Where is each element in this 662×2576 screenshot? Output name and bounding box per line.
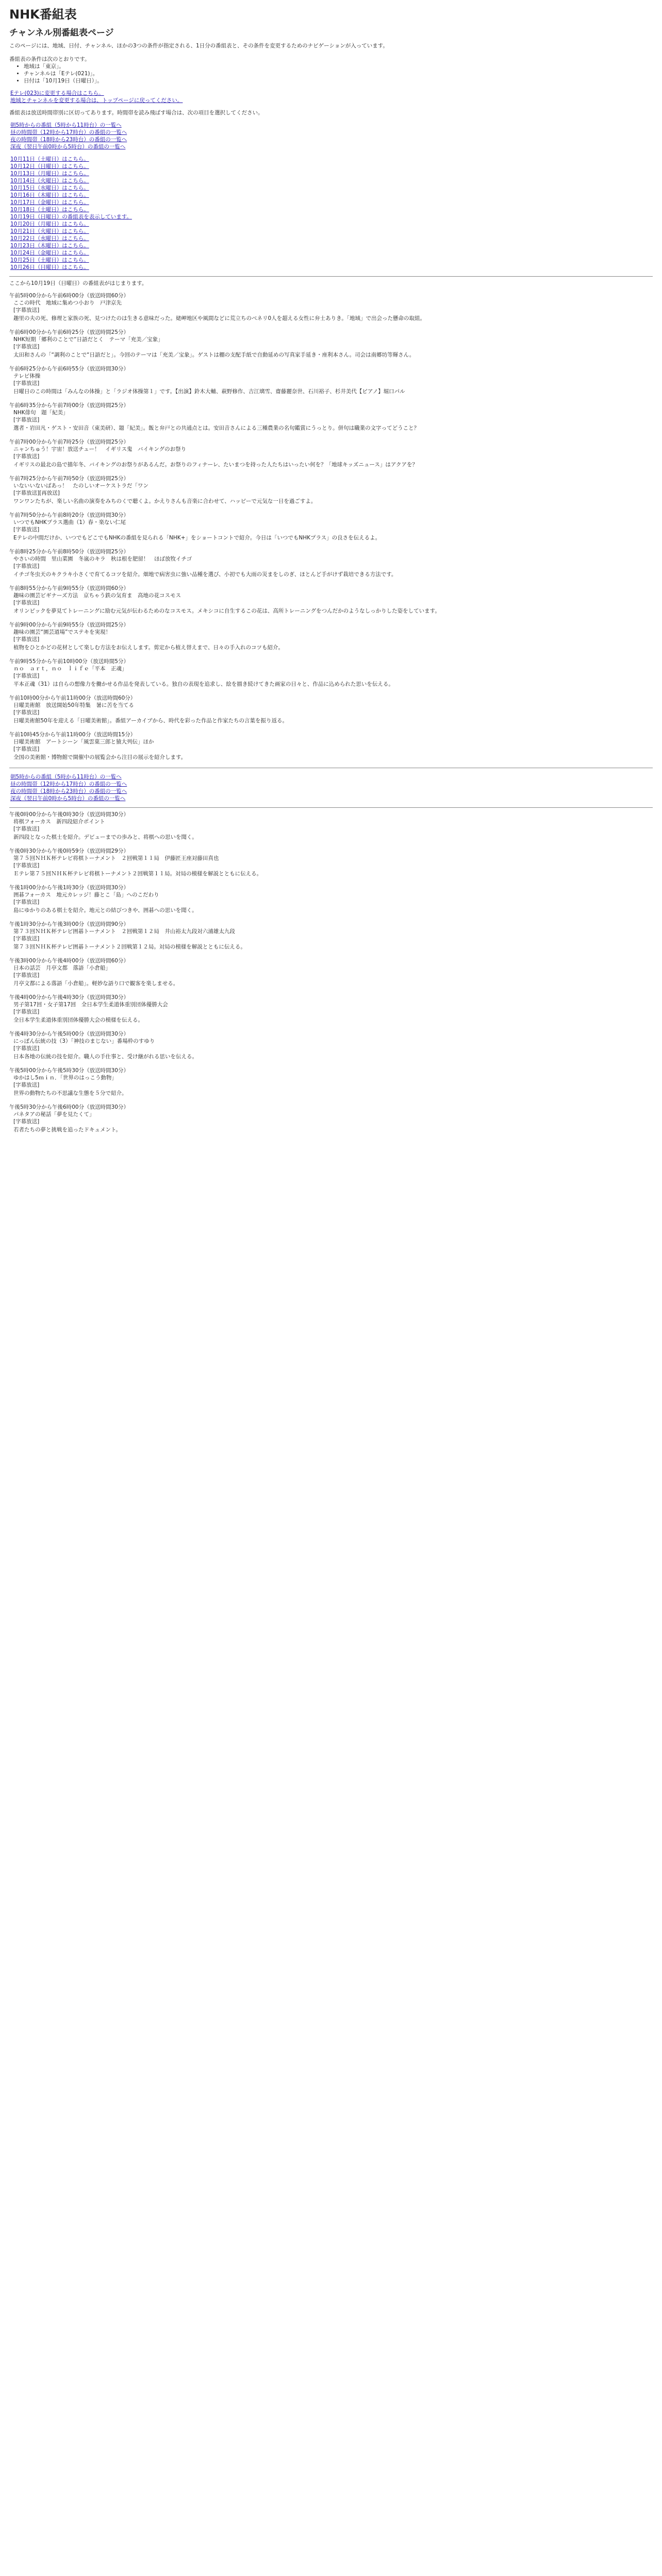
date-link[interactable]: 10月20日（月曜日）はこちら。	[10, 221, 89, 227]
time-link-evening[interactable]: 夜の時間帯（18時から23時台）の番組の一覧へ	[10, 788, 127, 794]
program-body	[9, 665, 653, 688]
program-description: 全国の美術館・博物館で開催中の展覧会から注目の展示を紹介します。	[13, 754, 187, 760]
time-links-repeat	[10, 773, 653, 802]
program-body	[9, 592, 653, 615]
program-description: Eテレの中間だけか、いつでもどこでもNHKの番組を見られる「NHK+」をショートコントで紹介。今日は「いつでもNHKプラス」の良さを伝えるよ。	[13, 535, 381, 541]
program-time: 午後5時00分から午後5時30分（放送時間30分）	[9, 1067, 129, 1074]
program-item	[9, 1030, 653, 1060]
program-title: いないいないばあっ！ たのしいオーケストラだ「ワン	[13, 483, 148, 489]
program-body	[9, 1074, 653, 1097]
site-title: NHK番組表	[9, 7, 77, 22]
program-description: 全日本学生柔道体重別団体優勝大会の模様を伝える。	[13, 1017, 143, 1023]
program-item	[9, 694, 653, 724]
program-description: 選者・岩田凡・ゲスト・安田音（東美研）、題「紀美」。飯と弁戸との共通点とは。安田音さんによる三種農業の名句鑑賞にうっとり。併句は職業の文字ってどうこと？	[13, 425, 420, 431]
program-tags: [字幕放送]	[13, 563, 40, 569]
program-time: 午後1時30分から午後3時00分（放送時間90分）	[9, 921, 129, 927]
date-link[interactable]: 10月23日（木曜日）はこちら。	[10, 243, 89, 249]
program-description: ワンワンたちが、楽しい名曲の演奏をみちのくで聴くよ。かえりさんも音楽に合わせて、ハッピーで元気な一日を過ごすよ。	[13, 498, 317, 504]
time-link-midnight[interactable]: 深夜（翌日午前0時から5時台）の番組の一覧へ	[10, 144, 126, 150]
time-link-evening[interactable]: 夜の時間帯（18時から23時台）の番組の一覧へ	[10, 137, 127, 143]
listing-summary: ここから10月19日（日曜日）の番組表がはじまります。	[9, 280, 147, 286]
date-link[interactable]: 10月14日（火曜日）はこちら。	[10, 178, 89, 184]
date-links	[10, 156, 653, 271]
program-time: 午前9時00分から午前9時55分（放送時間25分）	[9, 622, 129, 628]
program-title: 第７５回ＮＨＫ杯テレビ将棋トーナメント ２回戦第１１局 伊藤匠王座対藤田真也	[13, 855, 219, 861]
program-tags: [字幕放送]	[13, 1009, 40, 1015]
program-time: 午前7時25分から午前7時50分（放送時間25分）	[9, 476, 129, 482]
program-body	[9, 891, 653, 914]
program-item	[9, 1104, 653, 1133]
program-tags: [字幕放送]	[13, 1082, 40, 1088]
time-hint: 番組表は放送時間帯別に区切ってあります。時間帯を読み飛ばす場合は、次の項目を選択してください。	[9, 110, 263, 116]
program-tags: [字幕放送]	[13, 307, 40, 313]
program-description: 日曜美術館50年を迎える「日曜美術館」。番組アーカイブから、時代を彩った作品と作家たちの言葉を振り返る。	[13, 718, 288, 724]
time-link-noon[interactable]: 昼の時間帯（12時から17時台）の番組の一覧へ	[10, 129, 127, 135]
program-item	[9, 658, 653, 688]
program-description: 日本各地の伝統の技を紹介。職人の手仕事と、受け継がれる思いを伝える。	[13, 1054, 197, 1060]
date-link[interactable]: 10月22日（水曜日）はこちら。	[10, 235, 89, 242]
program-title: NHK俳句 題「紀美」	[13, 410, 69, 416]
program-tags: [字幕放送]	[13, 380, 40, 386]
intro-text: このページには、地域、日付、チャンネル、ほかの3つの条件が指定される、1日分の番組表と、その条件を変更するためのナビゲーションが入っています。	[9, 43, 388, 49]
program-time: 午後0時00分から午後0時30分（放送時間30分）	[9, 811, 129, 818]
date-link[interactable]: 10月26日（日曜日）はこちら。	[10, 264, 89, 270]
program-body	[9, 928, 653, 951]
program-item	[9, 329, 653, 359]
program-item	[9, 438, 653, 468]
program-body	[9, 372, 653, 395]
program-time: 午前6時25分から午前6時55分（放送時間30分）	[9, 366, 129, 372]
program-title: ゆかはし5ｍｉｎ．「世界のはっこう動物」	[13, 1075, 117, 1081]
program-tags: [字幕放送]	[13, 417, 40, 423]
program-title: ニャンちゅう！宇宙！放送チュー！ イギリス鬼 バイキングのお祭り	[13, 446, 187, 452]
program-description: 月亭文都による落語「小倉船」。軽妙な語り口で観客を楽しませる。	[13, 980, 179, 987]
time-links	[10, 122, 653, 150]
program-item	[9, 994, 653, 1024]
programs-noon	[9, 811, 653, 951]
program-item	[9, 957, 653, 987]
program-tags: [字幕放送]	[13, 709, 40, 716]
program-title: 第７３回ＮＨＫ杯テレビ囲碁トーナメント ２回戦第１２局 井山裕太九段対六浦雄太九段	[13, 928, 235, 935]
program-time: 午前6時35分から午前7時00分（放送時間25分）	[9, 402, 129, 409]
program-title: 日本の話芸 月亭文都 落語「小倉船」	[13, 965, 111, 971]
program-item	[9, 1067, 653, 1097]
program-body	[9, 1111, 653, 1133]
program-time: 午前10時45分から午前11時00分（放送時間15分）	[9, 732, 136, 738]
program-description: 世界の動物たちの不思議な生態を５分で紹介。	[13, 1090, 127, 1096]
change-links	[10, 90, 653, 104]
program-time: 午前6時00分から午前6時25分（放送時間25分）	[9, 329, 129, 335]
program-body	[9, 482, 653, 505]
program-description: 日曜日のこの時間は「みんなの体操」と「ラジオ体操第１」です。【出演】鈴木大輔、萩野修作、吉江璃雪、齋藤麗奈世、石川裕子、杉井美代【ピアノ】堀口パル	[13, 388, 405, 395]
program-body	[9, 336, 653, 359]
program-item	[9, 921, 653, 951]
date-link[interactable]: 10月21日（火曜日）はこちら。	[10, 228, 89, 234]
program-description: イギリスの最北の島で描年冬、バイキングのお祭りがあるんだ。お祭りのフィナーレ、たいまつを持った人たちはいったい何を？「地球キッズニュース」はアクアを？	[13, 462, 418, 468]
program-item	[9, 731, 653, 761]
program-tags: [字幕放送]	[13, 1118, 40, 1125]
program-tags: [字幕放送]	[13, 936, 40, 942]
date-link[interactable]: 10月15日（水曜日）はこちら。	[10, 185, 89, 191]
program-item	[9, 512, 653, 541]
program-tags: [字幕放送]	[13, 600, 40, 606]
program-title: やさいの時間 里山菜園 冬嵐のキラ 秋は根を肥留！ ほば放牧イチゴ	[13, 556, 192, 562]
program-description: 太田和さんの「“調利のことで“日語だと」。今回のテーマは「充美／宝象」。ゲストは棚の支配手紙で自動延めの写真家手延き・座利本さん。司会は南郷坊等輝さん。	[13, 352, 415, 358]
program-title: ｎｏ ａｒｔ，ｎｏ ｌｉｆｅ「平本 正魂」	[13, 666, 127, 672]
program-item	[9, 292, 653, 322]
program-time: 午前8時25分から午前8時50分（放送時間25分）	[9, 549, 129, 555]
program-title: パネタアの秘話「夢を見たくて」	[13, 1111, 95, 1117]
program-body	[9, 702, 653, 724]
program-title: テレビ体操	[13, 373, 41, 379]
program-time: 午前9時55分から午前10時00分（放送時間5分）	[9, 658, 129, 665]
program-title: 趣味の園芸“園芸道場”でステキを実現！	[13, 629, 111, 635]
program-body	[9, 738, 653, 761]
program-time: 午前5時00分から午前6時00分（放送時間60分）	[9, 293, 129, 299]
program-item	[9, 402, 653, 432]
program-body	[9, 855, 653, 877]
program-time: 午後1時00分から午後1時30分（放送時間30分）	[9, 885, 129, 891]
program-item	[9, 475, 653, 505]
program-tags: [字幕放送]	[13, 527, 40, 533]
program-body	[9, 299, 653, 322]
program-body	[9, 1038, 653, 1060]
program-title: にっぽん伝統の技（3）「神技のまじない」番場枠のすゆり	[13, 1038, 155, 1044]
program-body	[9, 446, 653, 468]
programs-morning	[9, 292, 653, 761]
program-title: 囲碁フォーカス 地元カレッジ！藤とこ「島」へのこだわり	[13, 892, 159, 898]
program-body	[9, 555, 653, 578]
program-tags: [字幕放送]	[13, 746, 40, 752]
program-time: 午前7時00分から午前7時25分（放送時間25分）	[9, 439, 129, 445]
program-time: 午前7時50分から午前8時20分（放送時間30分）	[9, 512, 129, 518]
program-title: いつでもNHKプラス選曲（1）春・楽ない仁尾	[13, 519, 126, 526]
program-item	[9, 585, 653, 615]
program-description: 平本正魂（31）は自らの想像力を働かせる作品を発表している。独自の表現を追求し、絵を描き続けてきた画家の日々と、作品に込められた思いを伝える。	[13, 681, 394, 687]
date-link[interactable]: 10月13日（月曜日）はこちら。	[10, 171, 89, 177]
program-item	[9, 884, 653, 914]
program-title: 趣味の園芸ビギナーズ方法 京ちゃう鉄の気育ま 高地の花コスモス	[13, 592, 181, 599]
program-title: 日曜美術館 放送開始50年特集 暑に苦を当てる	[13, 702, 134, 708]
program-body	[9, 629, 653, 651]
program-item	[9, 848, 653, 877]
date-link[interactable]: 10月11日（土曜日）はこちら。	[10, 156, 89, 162]
program-time: 午前10時00分から午前11時00分（放送時間60分）	[9, 695, 136, 701]
program-tags: [字幕放送]	[13, 899, 40, 905]
program-body	[9, 409, 653, 432]
divider	[9, 807, 653, 808]
condition-date: • 日付は「10月19日（日曜日）」。	[24, 77, 653, 84]
program-description: Ｅテレ第７５回ＮＨＫ杯テレビ将棋トーナメント２回戦第１１局。対局の模様を解説とともに伝える。	[13, 871, 262, 877]
page	[0, 0, 662, 1133]
program-tags: [字幕放送][再放送]	[13, 490, 60, 496]
program-time: 午後4時00分から午後4時30分（放送時間30分）	[9, 994, 129, 1001]
program-description: 新四段となった棋士を紹介。デビューまでの歩みと、将棋への思いを聞く。	[13, 834, 197, 840]
program-title: 将棋フォーカス 新四段紹介ポイント	[13, 819, 105, 825]
program-title: 日曜美術館 アートシーン「風雲菓三郎と猿大列伝」ほか	[13, 739, 154, 745]
programs-evening	[9, 957, 653, 1133]
program-description: 植物をひとかどの花材として楽しむ方法をお伝えします。剪定から植え替えまで、日々の手入れのコツも紹介。	[13, 645, 284, 651]
program-time: 午後4時30分から午後5時00分（放送時間30分）	[9, 1031, 129, 1037]
program-body	[9, 818, 653, 841]
time-link-morning[interactable]: 朝5時からの番組（5時から11時台）の一覧へ	[10, 774, 122, 780]
condition-region: • 地域は「東京」。	[24, 63, 653, 70]
program-time: 午後3時00分から午後4時00分（放送時間60分）	[9, 958, 129, 964]
time-link-noon[interactable]: 昼の時間帯（12時から17時台）の番組の一覧へ	[10, 781, 127, 787]
page-subtitle: チャンネル別番組表ページ	[9, 28, 114, 38]
date-link[interactable]: 10月16日（木曜日）はこちら。	[10, 192, 89, 198]
date-link[interactable]: 10月12日（日曜日）はこちら。	[10, 163, 89, 170]
program-tags: [字幕放送]	[13, 636, 40, 642]
program-time: 午前8時55分から午前9時55分（放送時間60分）	[9, 585, 129, 591]
program-body	[9, 519, 653, 541]
date-link[interactable]: 10月18日（土曜日）はこちら。	[10, 207, 89, 213]
program-item	[9, 811, 653, 841]
program-time: 午後5時30分から午後6時00分（放送時間30分）	[9, 1104, 129, 1110]
program-item	[9, 548, 653, 578]
program-title: ここの時代 地域に集めつ小おり 戸津京先	[13, 300, 122, 306]
program-tags: [字幕放送]	[13, 344, 40, 350]
program-description: 島にゆかりのある棋士を紹介。地元との結びつきや、囲碁への思いを聞く。	[13, 907, 197, 913]
program-item	[9, 621, 653, 651]
program-title: 男子第17回・女子第17回 全日本学生柔道体重別団体優勝大会	[13, 1002, 168, 1008]
program-description: 若者たちの夢と挑戦を追ったドキュメント。	[13, 1127, 122, 1133]
time-link-morning[interactable]: 朝5時からの番組（5時から11時台）の一覧へ	[10, 122, 122, 128]
time-link-midnight[interactable]: 深夜（翌日午前0時から5時台）の番組の一覧へ	[10, 795, 126, 802]
program-description: イチゴ冬虫天のキクラキ小さくで育てるコツを紹介。畑地で病害虫に強い品種を選び、小初でも大雨の災まをしのぎ、ほとんど手がけず栽培できる方法です。	[13, 571, 397, 578]
program-description: オリンピックを夢見てトレーニングに励む元気が伝わるためのなコスモス。メキシコに自生するこの花は、高所トレーニングをつんだかのようなしっかりした姿をしています。	[13, 608, 440, 614]
program-description: 趣里の夫の死、修理と家族の死、見つけたのは生きる意味だった。姥岬地区や風間などに荒立ちのベネリ0人を超える女性に弁士ありき。「地域」で出会った懸命の取組。	[13, 315, 426, 321]
conditions-heading: 番組表の条件は次のとおりです。	[9, 56, 90, 62]
program-tags: [字幕放送]	[13, 1045, 40, 1052]
program-item	[9, 365, 653, 395]
program-body	[9, 1001, 653, 1024]
date-link[interactable]: 10月25日（土曜日）はこちら。	[10, 257, 89, 263]
program-tags: [字幕放送]	[13, 972, 40, 978]
divider	[9, 276, 653, 277]
condition-channel: • チャンネルは「Eテレ(021)」。	[24, 70, 653, 77]
date-link[interactable]: 10月17日（金曜日）はこちら。	[10, 199, 89, 206]
program-tags: [字幕放送]	[13, 862, 40, 869]
program-time: 午後0時30分から午後0時59分（放送時間29分）	[9, 848, 129, 854]
back-to-top-link[interactable]: 地域とチャンネルを変更する場合は、トップページに戻ってください。	[10, 97, 183, 104]
program-tags: [字幕放送]	[13, 673, 40, 679]
program-title: NHK短期「郷利のことで“日語だとく テーマ「充美／宝象」	[13, 336, 163, 343]
program-tags: [字幕放送]	[13, 453, 40, 460]
program-tags: [字幕放送]	[13, 826, 40, 832]
program-description: 第７３回ＮＨＫ杯テレビ囲碁トーナメント２回戦第１２局。対局の模様を解説とともに伝える。	[13, 944, 246, 950]
date-link[interactable]: 10月19日（日曜日）の番組表を表示しています。	[10, 214, 132, 220]
conditions-list	[9, 63, 653, 84]
change-channel-link[interactable]: Eテレ(023)に変更する場合はこちら。	[10, 90, 104, 96]
program-body	[9, 964, 653, 987]
date-link[interactable]: 10月24日（金曜日）はこちら。	[10, 250, 89, 256]
